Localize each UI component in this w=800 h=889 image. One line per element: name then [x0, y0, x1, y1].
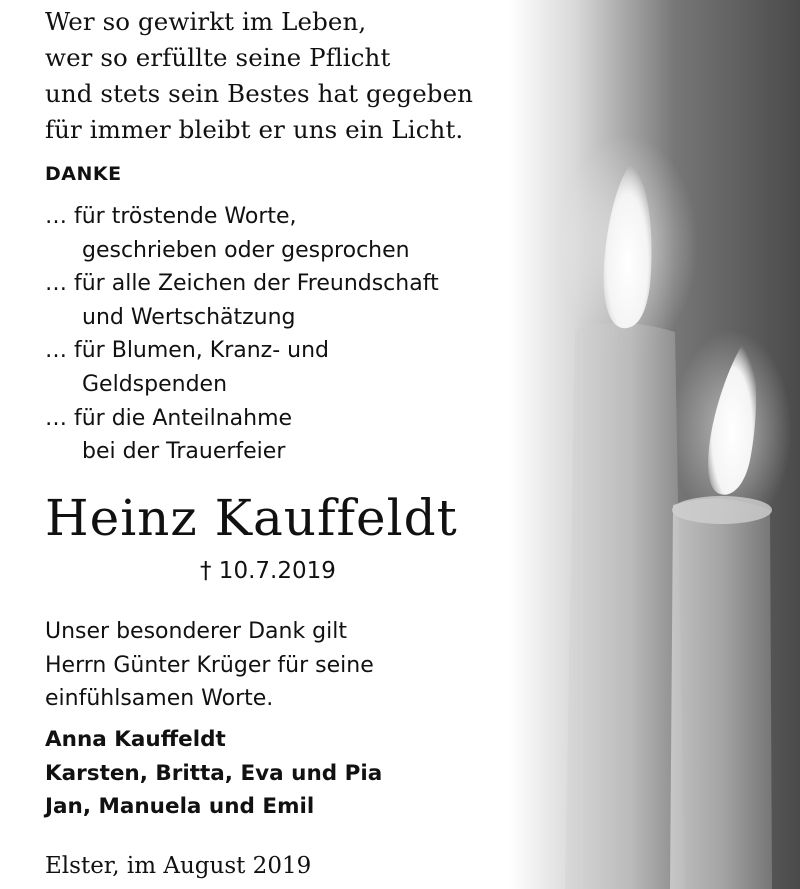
- thanks-item-continuation: Geldspenden: [82, 371, 228, 397]
- verse-line: für immer bleibt er uns ein Licht.: [45, 115, 464, 144]
- thanks-item: … für Blumen, Kranz- und: [45, 338, 329, 364]
- verse-line: und stets sein Bestes hat gegeben: [45, 79, 474, 108]
- deceased-name: Heinz Kauffeldt: [45, 489, 458, 547]
- special-thanks-line: Unser besonderer Dank gilt: [45, 619, 347, 644]
- thanks-item-continuation: geschrieben oder gesprochen: [82, 237, 410, 263]
- family-line: Jan, Manuela und Emil: [45, 794, 315, 819]
- danke-heading: DANKE: [45, 163, 122, 185]
- place-date: Elster, im August 2019: [45, 853, 312, 879]
- thanks-item-continuation: bei der Trauerfeier: [82, 439, 286, 465]
- thanks-item: … für die Anteilnahme: [45, 405, 293, 431]
- special-thanks-line: einfühlsamen Worte.: [45, 686, 274, 711]
- family-line: Karsten, Britta, Eva und Pia: [45, 760, 383, 786]
- family-signatures: [45, 723, 382, 824]
- thanks-item: … für alle Zeichen der Freundschaft: [45, 271, 439, 297]
- thanks-list: [45, 200, 439, 469]
- thanks-item: … für tröstende Worte,: [45, 204, 297, 229]
- verse-line: wer so erfüllte seine Pflicht: [45, 43, 391, 72]
- candle-image: [470, 0, 800, 889]
- family-line: Anna Kauffeldt: [45, 727, 226, 752]
- verse: [45, 4, 473, 148]
- candles-icon: [470, 0, 800, 889]
- death-date: † 10.7.2019: [200, 558, 336, 584]
- thanks-item-continuation: und Wertschätzung: [82, 304, 296, 330]
- special-thanks: [45, 615, 374, 716]
- verse-line: Wer so gewirkt im Leben,: [45, 7, 367, 36]
- special-thanks-line: Herrn Günter Krüger für seine: [45, 652, 374, 678]
